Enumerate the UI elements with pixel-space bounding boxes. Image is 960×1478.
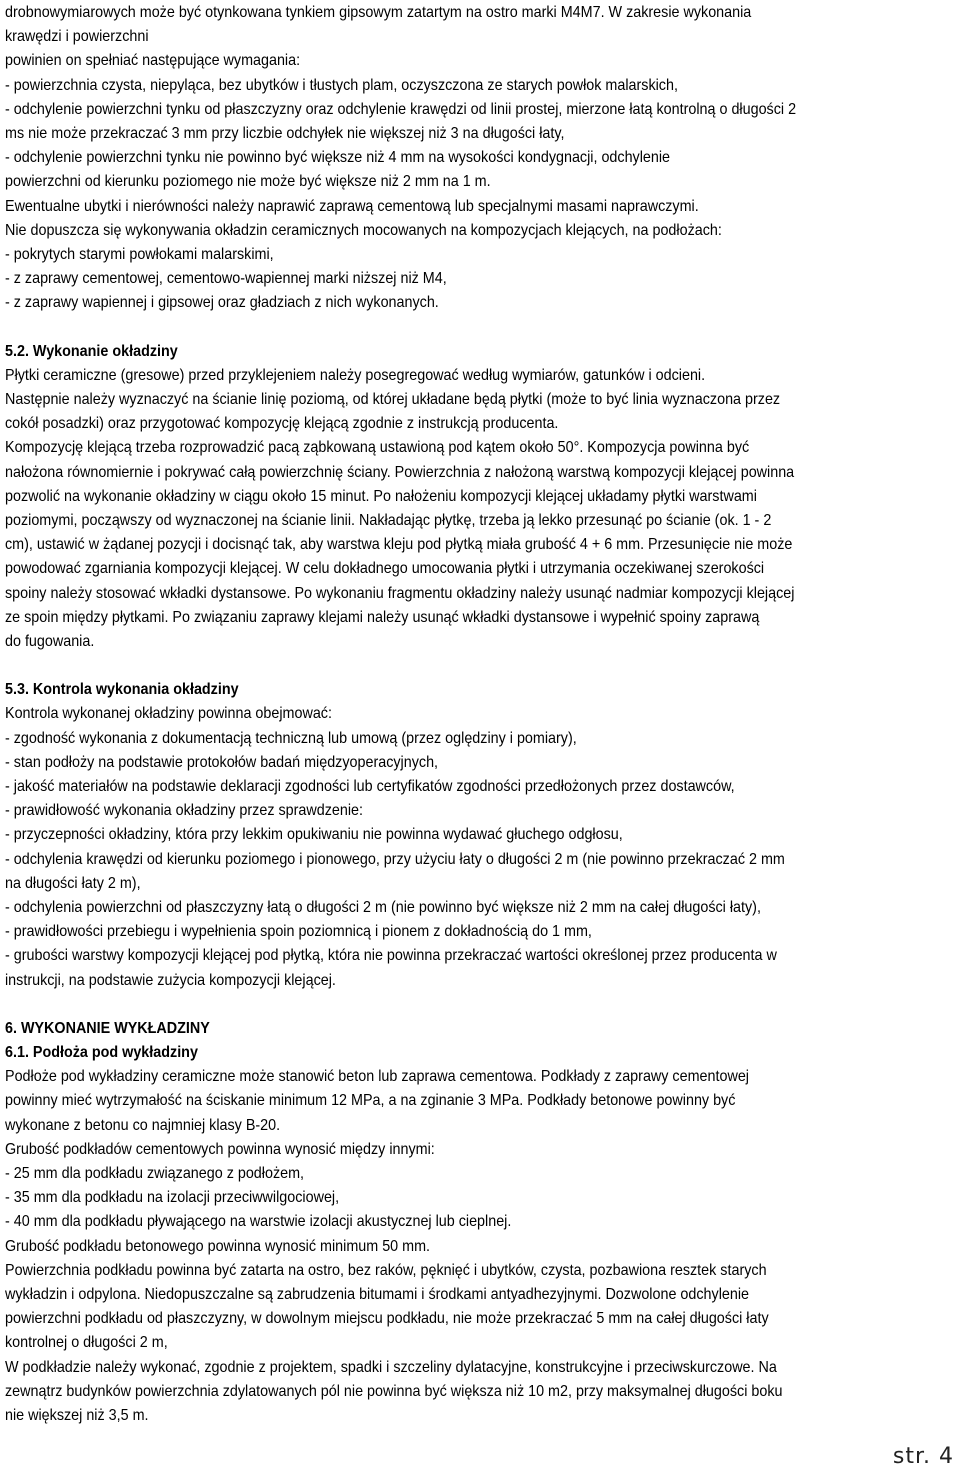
section-heading: 6. WYKONANIE WYKŁADZINY xyxy=(5,1019,210,1037)
text-line: - zgodność wykonania z dokumentacją techniczną lub umową (przez oględziny i pomiary), xyxy=(5,729,577,747)
text-line: powinny mieć wytrzymałość na ściskanie minimum 12 MPa, a na zginanie 3 MPa. Podkłady betonowe powinny być xyxy=(5,1092,736,1110)
text-line: - odchylenie powierzchni tynku nie powinno być większe niż 4 mm na wysokości kondygnacji, odchylenie xyxy=(5,149,671,167)
text-line: Grubość podkładów cementowych powinna wynosić między innymi: xyxy=(5,1140,435,1158)
text-line: - prawidłowości przebiegu i wypełnienia spoin poziomnicą i pionem z dokładnością do 1 mm, xyxy=(5,923,592,941)
text-line: - z zaprawy cementowej, cementowo-wapiennej marki niższej niż M4, xyxy=(5,270,447,288)
page-number: str. 4 xyxy=(892,1444,954,1469)
text-line: - grubości warstwy kompozycji klejącej pod płytką, która nie powinna przekraczać wartości określonej przez producenta w xyxy=(5,947,777,965)
text-line: - odchylenie powierzchni tynku od płaszczyzny oraz odchylenie krawędzi od linii prostej, mierzone łatą kontrolną o długości 2 xyxy=(5,100,797,118)
text-line: Płytki ceramiczne (gresowe) przed przyklejeniem należy posegregować według wymiarów, gatunków i odcieni. xyxy=(5,366,706,384)
text-line: powierzchni podkładu od płaszczyzny, w dowolnym miejscu podkładu, nie może przekraczać 5 mm na całej długości łaty xyxy=(5,1310,769,1328)
text-line: - powierzchnia czysta, niepyląca, bez ubytków i tłustych plam, oczyszczona ze starych powłok malarskich, xyxy=(5,76,678,94)
document-body xyxy=(5,1,955,1428)
text-line: spoiny należy stosować wkładki dystansowe. Po wykonaniu fragmentu okładziny należy usunąć nadmiar kompozycji klejącej xyxy=(5,584,795,602)
text-line: kontrolnej o długości 2 m, xyxy=(5,1334,168,1352)
text-line: - pokrytych starymi powłokami malarskimi, xyxy=(5,245,274,263)
text-line: ms nie może przekraczać 3 mm przy liczbie odchyłek nie większej niż 3 na długości łaty, xyxy=(5,124,565,142)
text-line: wykonane z betonu co najmniej klasy B-20. xyxy=(5,1116,281,1134)
text-line: Podłoże pod wykładziny ceramiczne może stanowić beton lub zaprawa cementowa. Podkłady z zaprawy cementowej xyxy=(5,1068,749,1086)
text-line: na długości łaty 2 m), xyxy=(5,874,141,892)
paragraph-gap xyxy=(5,993,955,1017)
text-line: krawędzi i powierzchni xyxy=(5,28,149,46)
text-line: do fugowania. xyxy=(5,632,95,650)
text-line: Następnie należy wyznaczyć na ścianie linię poziomą, od której układane będą płytki (może to być linia wyznaczona przez xyxy=(5,391,781,408)
text-line: Kontrola wykonanej okładziny powinna obejmować: xyxy=(5,705,332,723)
text-line: nałożona równomiernie i pokrywać całą powierzchnię ściany. Powierzchnia z nałożoną warstwą kompozycji klejącej powinna xyxy=(5,463,795,481)
paragraph-gap xyxy=(5,315,955,339)
section-heading: 5.2. Wykonanie okładziny xyxy=(5,342,178,360)
text-line: - 35 mm dla podkładu na izolacji przeciwwilgociowej, xyxy=(5,1189,340,1207)
text-line: powodować zgarniania kompozycji klejącej. W celu dokładnego umocowania płytki i utrzymania oczekiwanej szerokości xyxy=(5,560,765,578)
text-line: instrukcji, na podstawie zużycia kompozycji klejącej. xyxy=(5,971,336,989)
text-line: Kompozycję klejącą trzeba rozprowadzić pacą ząbkowaną ustawioną pod kątem około 50°. Kompozycja powinna być xyxy=(5,439,750,457)
section-heading: 5.3. Kontrola wykonania okładziny xyxy=(5,681,239,699)
text-line: - 25 mm dla podkładu związanego z podłożem, xyxy=(5,1165,305,1182)
text-line: - prawidłowość wykonania okładziny przez sprawdzenie: xyxy=(5,802,364,820)
text-line: W podkładzie należy wykonać, zgodnie z projektem, spadki i szczeliny dylatacyjne, konstrukcyjne i przeciwskurczowe. Na xyxy=(5,1358,777,1376)
text-line: zewnątrz budynków powierzchnia zdylatowanych pól nie powinna być większa niż 10 m2, przy maksymalnej długości boku xyxy=(5,1382,783,1400)
text-line: drobnowymiarowych może być otynkowana tynkiem gipsowym zatartym na ostro marki M4M7. W zakresie wykonania xyxy=(5,4,752,21)
text-line: - przyczepności okładziny, która przy lekkim opukiwaniu nie powinna wydawać głuchego odgłosu, xyxy=(5,826,623,844)
text-line: Grubość podkładu betonowego powinna wynosić minimum 50 mm. xyxy=(5,1237,431,1255)
text-line: - jakość materiałów na podstawie deklaracji zgodności lub certyfikatów zgodności przedłożonych przez dostawców, xyxy=(5,778,735,795)
text-line: - 40 mm dla podkładu pływającego na warstwie izolacji akustycznej lub cieplnej. xyxy=(5,1213,512,1231)
text-line: powierzchni od kierunku poziomego nie może być większe niż 2 mm na 1 m. xyxy=(5,173,491,191)
section-heading: 6.1. Podłoża pod wykładziny xyxy=(5,1044,198,1062)
text-line: - odchylenia powierzchni od płaszczyzny łatą o długości 2 m (nie powinno być większe niż 2 mm na całej długości łaty), xyxy=(5,898,761,916)
text-line: cm), ustawić w żądanej pozycji i docisnąć tak, aby warstwa kleju pod płytką miała grubość 4 + 6 mm. Przesunięcie nie może xyxy=(5,536,793,554)
text-line: Powierzchnia podkładu powinna być zatarta na ostro, bez raków, pęknięć i ubytków, czysta, pozbawiona resztek starych xyxy=(5,1261,767,1279)
text-line: pozwolić na wykonanie okładziny w ciągu około 15 minut. Po nałożeniu kompozycji klejącej układamy płytki warstwami xyxy=(5,487,757,505)
text-line: poziomymi, począwszy od wyznaczonej na ścianie linii. Nakładając płytkę, trzeba ją lekko przesunąć po ścianie (ok. 1 - 2 xyxy=(5,511,772,529)
text-line: - stan podłoży na podstawie protokołów badań międzyoperacyjnych, xyxy=(5,753,439,771)
text-line: Nie dopuszcza się wykonywania okładzin ceramicznych mocowanych na kompozycjach klejących, na podłożach: xyxy=(5,221,722,239)
paragraph-gap xyxy=(5,654,955,678)
text-line: wykładzin i odpylona. Niedopuszczalne są zabrudzenia bitumami i środkami antyadhezyjnymi. Dozwolone odchylenie xyxy=(5,1285,750,1303)
text-line: - z zaprawy wapiennej i gipsowej oraz gładziach z nich wykonanych. xyxy=(5,294,439,312)
text-line: nie większej niż 3,5 m. xyxy=(5,1406,149,1424)
text-line: cokół posadzki) oraz przygotować kompozycję klejącą zgodnie z instrukcją producenta. xyxy=(5,415,559,433)
text-line: - odchylenia krawędzi od kierunku poziomego i pionowego, przy użyciu łaty o długości 2 m (nie powinno przekraczać 2 mm xyxy=(5,850,785,868)
text-line: Ewentualne ubytki i nierówności należy naprawić zaprawą cementową lub specjalnymi masami naprawczymi. xyxy=(5,197,699,215)
text-line: powinien on spełniać następujące wymagania: xyxy=(5,52,301,70)
text-line: ze spoin między płytkami. Po związaniu zaprawy klejami należy usunąć wkładki dystansowe i wypełnić spoiny zaprawą xyxy=(5,608,760,626)
